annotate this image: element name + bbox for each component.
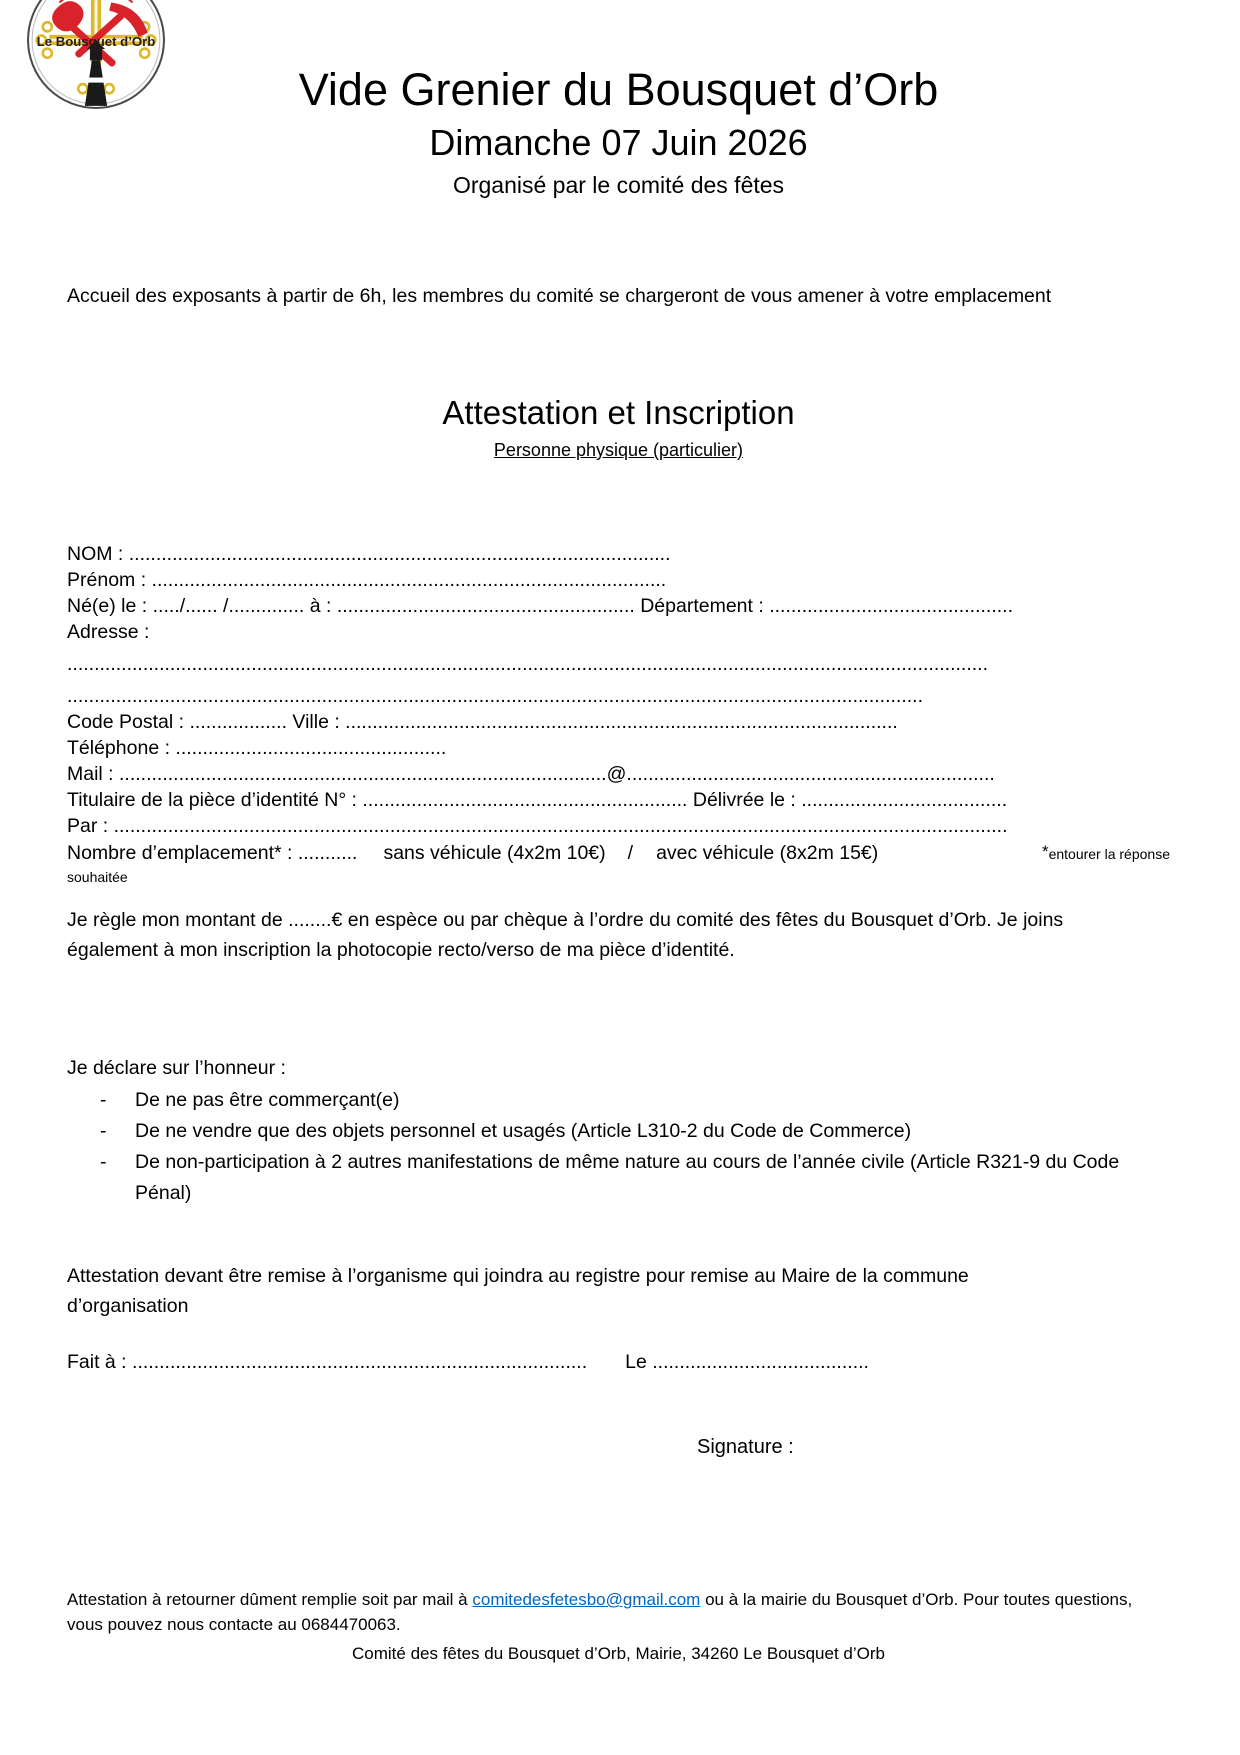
footer-note-before-link: Attestation à retourner dûment remplie soit par mail à bbox=[67, 1590, 473, 1609]
field-code-postal-ville: Code Postal : .................. Ville : ...................................................................................................... bbox=[67, 711, 898, 733]
field-nom: NOM : .................................................................................................... bbox=[67, 543, 671, 565]
field-prenom: Prénom : ............................................................................................... bbox=[67, 569, 667, 591]
field-mail: Mail : ..........................................................................................@.................................................................... bbox=[67, 763, 995, 785]
attestation-note: Attestation devant être remise à l’organisme qui joindra au registre pour remise au Maire de la commune d’organisation bbox=[67, 1265, 969, 1317]
footnote-star: * bbox=[1041, 842, 1049, 861]
page-title: Vide Grenier du Bousquet d’Orb bbox=[298, 64, 939, 115]
declaration-title: Je déclare sur l’honneur : bbox=[67, 1057, 286, 1079]
field-birth: Né(e) le : ...../...... /.............. à : ....................................................... Département : ............................................. bbox=[67, 595, 1013, 617]
emplacement-label: Nombre d’emplacement* : ........... bbox=[67, 842, 358, 864]
declaration-item-text: De ne pas être commerçant(e) bbox=[135, 1089, 400, 1111]
dash-marker: - bbox=[100, 1151, 107, 1173]
footer-note-after-link: ou à la mairie du Bousquet d’Orb. Pour toutes questions, vous pouvez nous contacte au 0684470063. bbox=[67, 1590, 1133, 1634]
fait-le-line bbox=[67, 1351, 1170, 1374]
intro-note: Accueil des exposants à partir de 6h, les membres du comité se chargeront de vous amener à votre emplacement bbox=[67, 285, 1052, 307]
le-field: Le ........................................ bbox=[625, 1351, 869, 1373]
dash-marker: - bbox=[100, 1120, 107, 1142]
logo bbox=[25, 0, 167, 111]
registration-form bbox=[67, 541, 1170, 887]
field-telephone: Téléphone : .................................................. bbox=[67, 737, 447, 759]
declaration-block bbox=[67, 1053, 1170, 1209]
logo-text: Le Bousquet d’Orb bbox=[36, 34, 156, 50]
declaration-item-text: De non-participation à 2 autres manifestations de même nature au cours de l’année civile (Article R321-9 du Code Pénal) bbox=[135, 1151, 1120, 1204]
fait-a-field: Fait à : .................................................................................... bbox=[67, 1351, 588, 1373]
field-adresse-label: Adresse : bbox=[67, 621, 150, 643]
signature-label: Signature : bbox=[697, 1436, 794, 1458]
dash-marker: - bbox=[100, 1089, 107, 1111]
organizer-line: Organisé par le comité des fêtes bbox=[452, 172, 785, 198]
field-piece-identite: Titulaire de la pièce d’identité N° : ............................................................ Délivrée le : ...................................... bbox=[67, 789, 1008, 811]
footnote-souhaitee: souhaitée bbox=[67, 869, 128, 885]
payment-paragraph: Je règle mon montant de ........€ en espèce ou par chèque à l’ordre du comité des fêtes du Bousquet d’Orb. Je joins également à mon inscription la photocopie recto/verso de ma pièce d’identité. bbox=[67, 909, 1064, 961]
option-separator: / bbox=[627, 842, 634, 864]
section-head bbox=[67, 394, 1170, 461]
option-sans-vehicule: sans véhicule (4x2m 10€) bbox=[383, 842, 606, 864]
footnote-entourer: *entourer la réponse bbox=[1041, 842, 1170, 862]
declaration-item bbox=[100, 1116, 1170, 1147]
logo-emblem bbox=[25, 0, 167, 111]
declaration-item-text: De ne vendre que des objets personnel et usagés (Article L310-2 du Code de Commerce) bbox=[135, 1120, 912, 1142]
declaration-item bbox=[100, 1085, 1170, 1116]
footer-note bbox=[67, 1587, 1170, 1637]
section-title: Attestation et Inscription bbox=[442, 394, 795, 431]
field-par: Par : ..................................................................................................................................................................... bbox=[67, 815, 1008, 837]
section-subtitle: Personne physique (particulier) bbox=[493, 440, 744, 460]
option-avec-vehicule: avec véhicule (8x2m 15€) bbox=[656, 842, 879, 864]
declaration-list bbox=[67, 1085, 1170, 1209]
event-date: Dimanche 07 Juin 2026 bbox=[429, 122, 808, 163]
footer bbox=[67, 1587, 1170, 1666]
field-emplacement bbox=[67, 839, 1170, 867]
declaration-item bbox=[100, 1147, 1170, 1209]
email-link[interactable]: comitedesfetesbo@gmail.com bbox=[472, 1590, 701, 1609]
field-adresse-line2: .............................................................................................................................................................. bbox=[67, 685, 924, 707]
footer-address: Comité des fêtes du Bousquet d’Orb, Mairie, 34260 Le Bousquet d’Orb bbox=[352, 1644, 885, 1663]
field-adresse-line1: .......................................................................................................................................................................... bbox=[67, 653, 989, 675]
document-header bbox=[36, 0, 1170, 199]
